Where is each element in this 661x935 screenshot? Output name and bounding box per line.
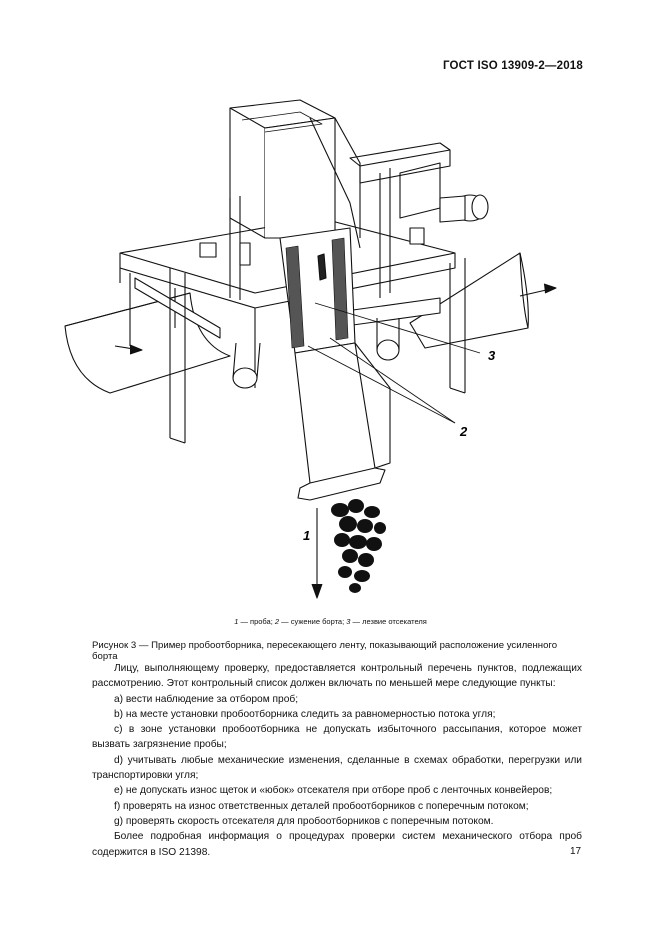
closing-paragraph: Более подробная информация о процедурах проверки систем механического отбора проб содержится в ISO 21398. (92, 831, 582, 858)
drive-motor (440, 195, 488, 222)
sample-flow-arrow (312, 508, 322, 598)
callout-1: 1 (303, 528, 311, 543)
discharge-chute (295, 343, 390, 500)
legend-item-2-num: 2 (274, 617, 280, 626)
intro-paragraph: Лицу, выполняющему проверку, предоставляется контрольный перечень пунктов, подлежащих рассмотрению. Этот контрольный список должен включать по меньшей мере следующие пункты: (92, 663, 582, 690)
figure-caption: Рисунок 3 — Пример пробоотборника, пересекающего ленту, показывающий расположение усиленного борта (92, 640, 558, 662)
checklist-item-b: b) на месте установки пробоотборника следить за равномерностью потока угля; (114, 708, 496, 720)
document-header: ГОСТ ISO 13909-2—2018 (442, 60, 583, 72)
callout-2: 2 (460, 424, 468, 439)
legend-item-3-text: — лезвие отсекателя (350, 617, 427, 626)
belt-flow-arrow-right (520, 284, 556, 296)
legend-item-1-num: 1 (234, 617, 239, 626)
legend-item-2-text: — сужение борта; (279, 617, 347, 626)
legend-item-3-num: 3 (346, 617, 351, 626)
conveyor-belt-left (65, 293, 230, 393)
callout-3: 3 (488, 348, 496, 363)
checklist-item-e: e) не допускать износ щеток и «юбок» отсекателя при отборе проб с ленточных конвейеров; (114, 785, 553, 797)
collection-hood (280, 228, 355, 353)
checklist-item-f: f) проверять на износ ответственных деталей пробоотборников с поперечным потоком; (114, 800, 529, 812)
legend-item-1-text: — проба; (238, 617, 275, 626)
checklist-item-c: c) в зоне установки пробоотборника не допускать избыточного рассыпания, которое может вызвать загрязнение пробы; (92, 724, 582, 751)
checklist-item-d: d) учитывать любые механические изменения, сделанные в схемах обработки, перегрузки или транспортировки угля; (92, 754, 582, 782)
body-text (92, 661, 582, 860)
sampler-figure (60, 88, 600, 618)
page-number: 17 (570, 846, 582, 857)
figure-legend (0, 617, 661, 626)
checklist-item-a: a) вести наблюдение за отбором проб; (114, 693, 299, 705)
checklist-item-g: g) проверять скорость отсекателя для пробоотборников с поперечным потоком. (114, 815, 494, 827)
coal-sample-lumps (331, 499, 386, 593)
sampler-drawing (60, 88, 600, 618)
